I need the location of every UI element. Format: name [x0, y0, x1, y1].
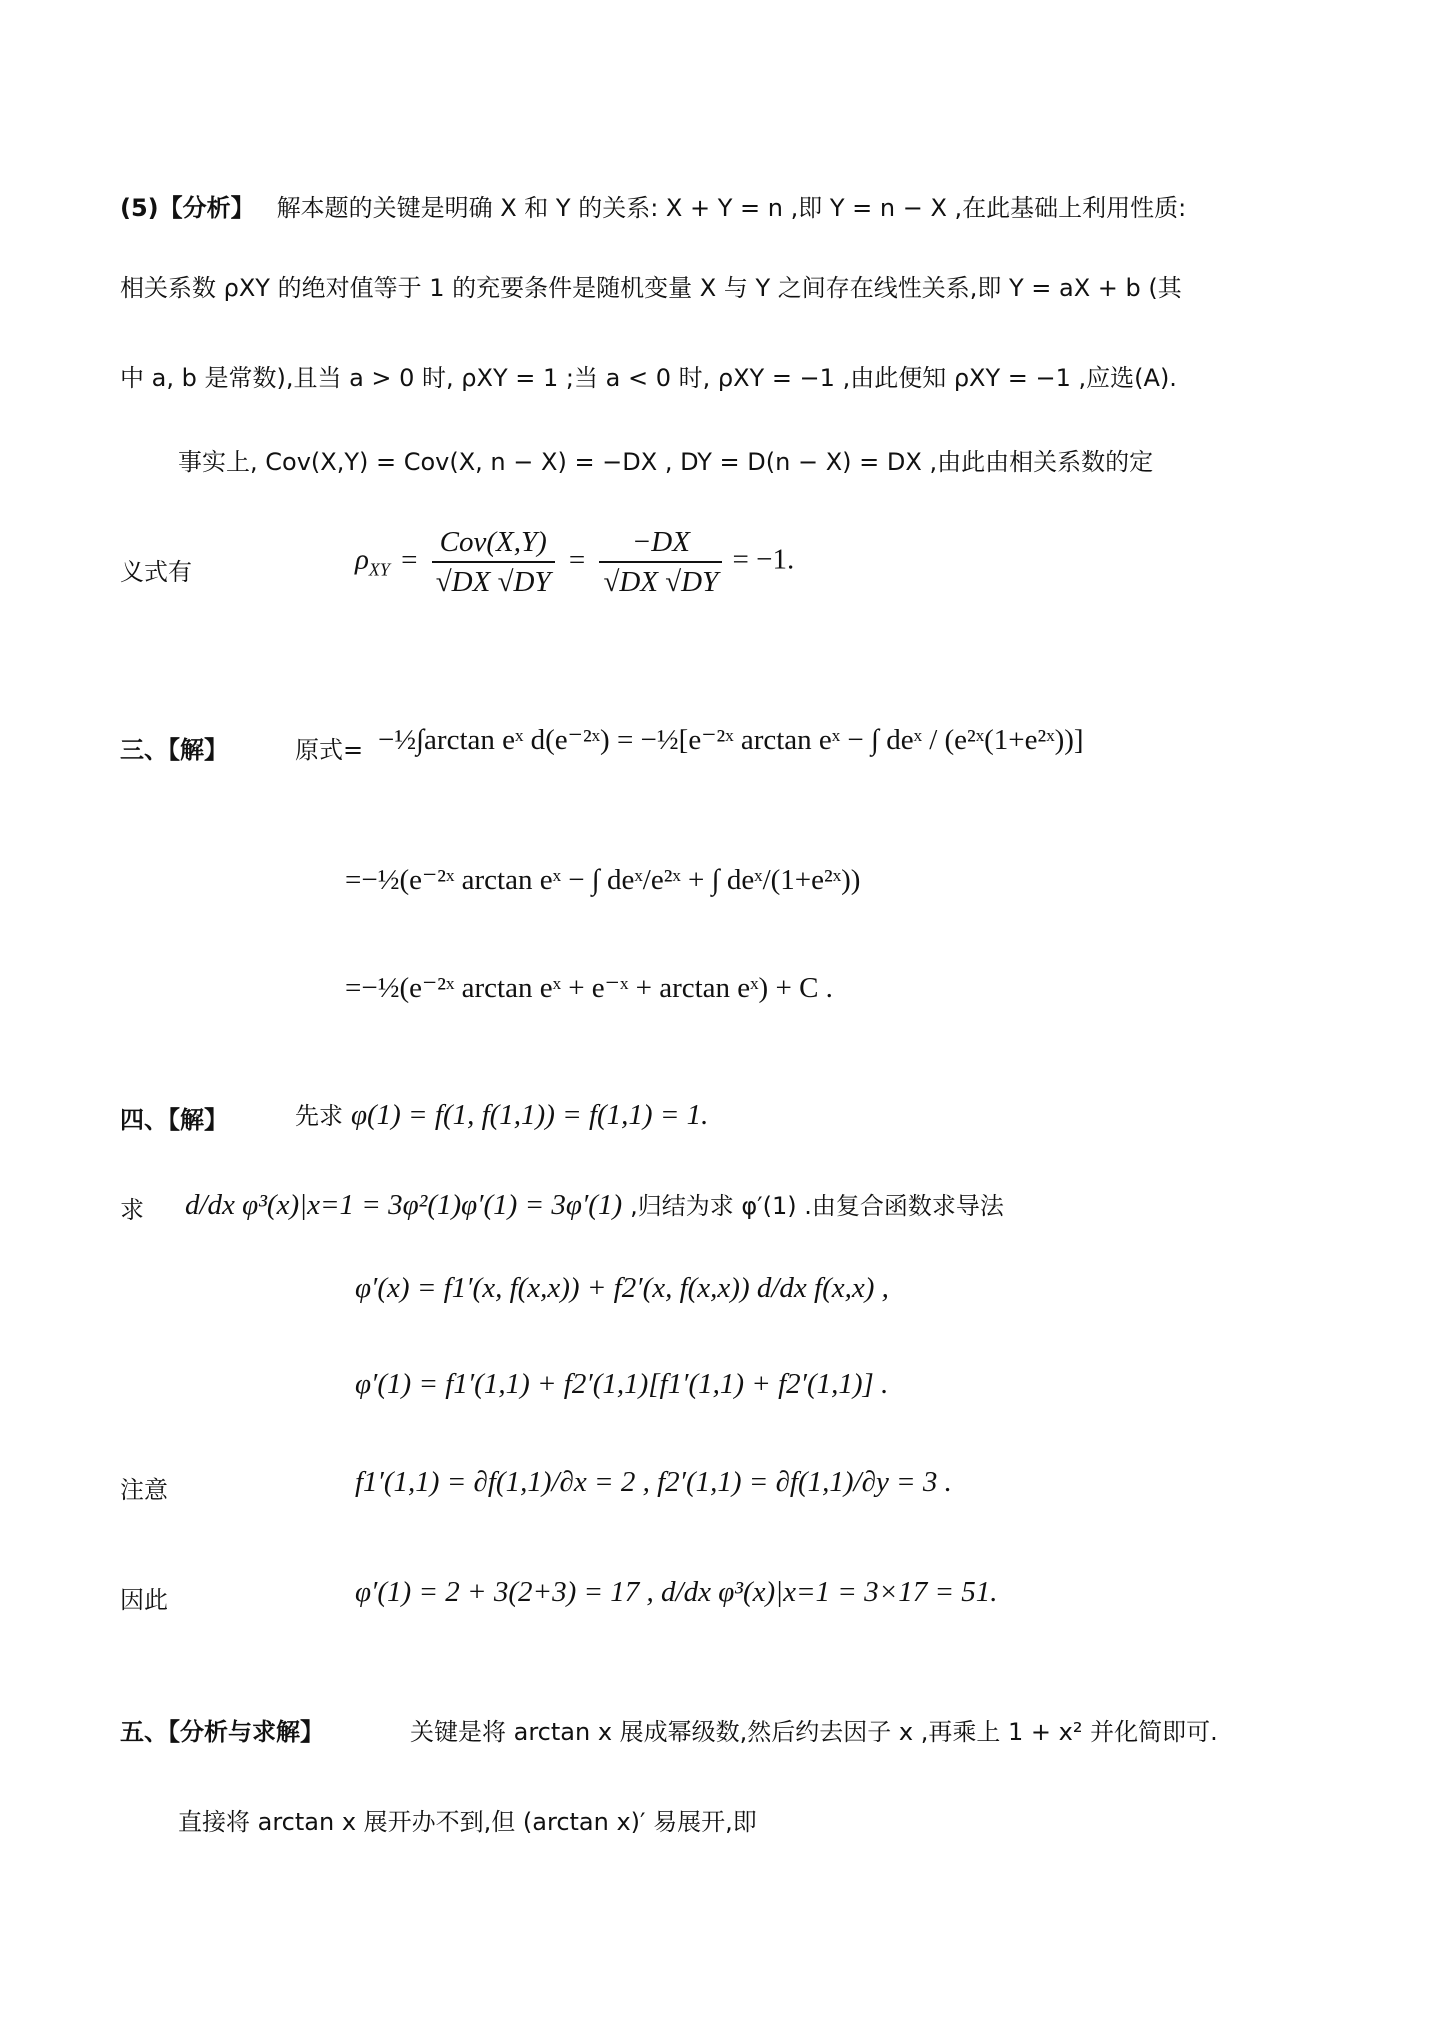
sec5-correlation-formula: $\rho_{XY}$ = $\frac{\text{Cov(X,Y)}}{√DX √DY}$ = $\frac{-DX}{√DX √DY}$ = −1. — [355, 526, 795, 598]
sec4-line2-label: 求 — [120, 1196, 144, 1224]
fraction-cov — [432, 525, 555, 599]
formula-result: = −1. — [732, 543, 795, 576]
rho-subscript: XY — [368, 559, 390, 580]
sec4-line3: φ′(x) = f1′(x, f(x,x)) + f2′(x, f(x,x)) d/dx f(x,x) , — [355, 1272, 889, 1304]
sec5-label: (5)【分析】 — [120, 194, 255, 222]
sec5b-line1: 关键是将 arctan x 展成幂级数,然后约去因子 x ,再乘上 1 + x² 并化简即可. — [410, 1718, 1218, 1746]
sec5-line3: 中 a, b 是常数),且当 a > 0 时, ρXY = 1 ;当 a < 0 时, ρXY = −1 ,由此便知 ρXY = −1 ,应选(A). — [120, 364, 1177, 392]
sec3-intro — [295, 730, 363, 765]
sec4-hence-formula: φ′(1) = 2 + 3(2+3) = 17 , d/dx φ³(x)|x=1 = 3×17 = 51. — [355, 1576, 998, 1608]
sec3-intro-text: 原式= — [295, 736, 364, 764]
sec5-line1-text: 解本题的关键是明确 X 和 Y 的关系: X + Y = n ,即 Y = n − X ,在此基础上利用性质: — [276, 194, 1187, 222]
sec3-label: 三、【解】 — [120, 736, 228, 764]
rho-symbol: ρ — [355, 543, 369, 576]
sec4-line2-tail: ,归结为求 φ′(1) .由复合函数求导法 — [630, 1192, 1004, 1220]
sec5b-label: 五、【分析与求解】 — [120, 1718, 324, 1746]
fraction-neg-dx — [599, 525, 722, 599]
sec4-label: 四、【解】 — [120, 1106, 228, 1134]
fraction-cov-numerator: Cov(X,Y) — [439, 526, 547, 558]
sec4-note-formula: f1′(1,1) = ∂f(1,1)/∂x = 2 , f2′(1,1) = ∂f(1,1)/∂y = 3 . — [355, 1466, 952, 1498]
sec3-line1: −½∫arctan eˣ d(e⁻²ˣ) = −½[e⁻²ˣ arctan eˣ − ∫ deˣ / (e²ˣ(1+e²ˣ))] — [378, 724, 1084, 756]
sec5-line2: 相关系数 ρXY 的绝对值等于 1 的充要条件是随机变量 X 与 Y 之间存在线性关系,即 Y = aX + b (其 — [120, 274, 1182, 302]
sec5-line5-label: 义式有 — [120, 558, 192, 586]
sec3-line3: =−½(e⁻²ˣ arctan eˣ + e⁻ˣ + arctan eˣ) + C . — [345, 972, 833, 1004]
fraction-cov-denominator: √DX √DY — [432, 561, 555, 599]
sec5-line4: 事实上, Cov(X,Y) = Cov(X, n − X) = −DX , DY = D(n − X) = DX ,由此由相关系数的定 — [178, 448, 1154, 476]
sec4-line2 — [185, 1186, 1004, 1222]
sec5-line1 — [120, 188, 1334, 228]
sec4-line1-formula: φ(1) = f(1, f(1,1)) = f(1,1) = 1. — [350, 1099, 709, 1131]
fraction-neg-dx-numerator: −DX — [631, 526, 690, 558]
sec3-line2: =−½(e⁻²ˣ arctan eˣ − ∫ deˣ/e²ˣ + ∫ deˣ/(1+e²ˣ)) — [345, 864, 861, 896]
sec4-hence-label: 因此 — [120, 1586, 168, 1614]
sec4-line1 — [295, 1096, 708, 1132]
sec4-line4: φ′(1) = f1′(1,1) + f2′(1,1)[f1′(1,1) + f2′(1,1)] . — [355, 1368, 889, 1400]
sec4-note-label: 注意 — [120, 1476, 168, 1504]
sec5b-line2: 直接将 arctan x 展开办不到,但 (arctan x)′ 易展开,即 — [178, 1808, 757, 1836]
sec4-line2-formula: d/dx φ³(x)|x=1 = 3φ²(1)φ′(1) = 3φ′(1) — [185, 1189, 623, 1221]
sec4-line1-text: 先求 — [295, 1102, 343, 1130]
fraction-neg-dx-denominator: √DX √DY — [599, 561, 722, 599]
